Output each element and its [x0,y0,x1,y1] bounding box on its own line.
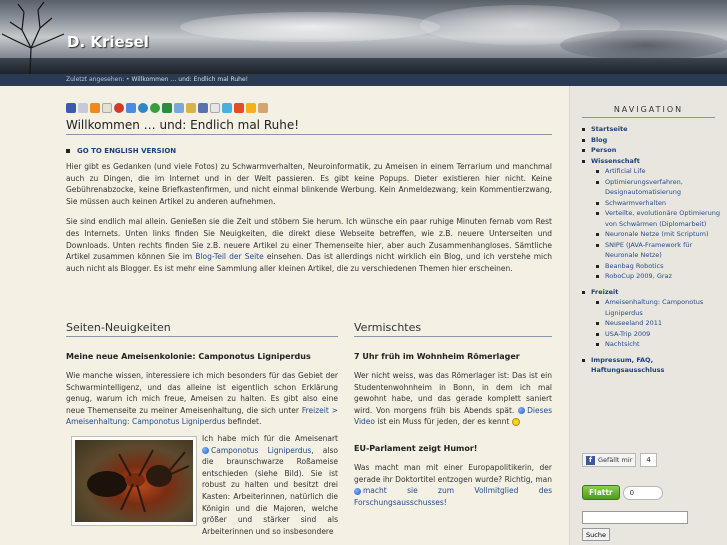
flattr-count: 0 [623,486,663,500]
post-text-part: Wer nicht weiss, was das Römerlager ist: Das ist ein Studentenwohnheim in Bonn, in dem ich mal gewohnt habe, und das gerade komplett saniert wird. Von morgens früh bis Abends spät. [354,371,552,415]
nav-item-ameisenhaltung[interactable]: Ameisenhaltung: Camponotus Ligniperdus [595,297,727,318]
nav-item-startseite[interactable]: Startseite [581,124,727,135]
share-icons-bar [66,103,552,115]
header-cloud [560,30,727,60]
nav-item-artificial-life[interactable]: Artificial Life [595,166,727,177]
blogger-icon[interactable] [90,103,100,113]
post-text [66,370,338,428]
yigg-icon[interactable] [114,103,124,113]
facebook-icon: f [586,456,595,465]
facebook-like-label: Gefällt mir [598,456,633,464]
delicious-icon[interactable] [66,103,76,113]
post-text [354,462,552,508]
technorati-icon[interactable] [138,103,148,113]
post-text-part: ist ein Muss für jeden, der es kennt [375,417,512,427]
facebook-like-button[interactable] [582,453,636,467]
nav-item-usa-trip[interactable]: USA-Trip 2009 [595,329,727,340]
nav-sublist-wissenschaft [595,166,727,282]
facebook-like-widget [582,453,657,467]
post-title[interactable]: 7 Uhr früh im Wohnheim Römerlager [354,352,520,361]
nav-item-nachtsicht[interactable]: Nachtsicht [595,339,727,350]
intro-text: einsehen. Das ist allerdings nicht wirklich ein Blog, und ich verstehe mich auch nicht als Blogger. Es ist mehr eine Sammlung aller kleinen Artikel, die zu verschiedenen Themen hier erscheinen. [66,252,552,273]
english-version-label[interactable]: GO TO ENGLISH VERSION [77,147,177,155]
header-cloud [180,12,440,42]
header-ground [0,58,727,74]
nav-item-snipe[interactable]: SNIPE (JAVA-Framework für Neuronale Netze) [595,240,727,261]
nav-item-optimierung[interactable]: Optimierungsverfahren, Designautomatisierung [595,177,727,198]
twitter-icon[interactable] [222,103,232,113]
nav-item-wissenschaft[interactable]: Wissenschaft Artificial Life Optimierungsverfahren, Designautomatisierung Schwarmverhalten Verteilte, evolutionäre Optimierung von Schwärmen (Diplomarbeit) Neuronale Netze (mit Scriptum) SNIPE (JAVA-Framework für Neuronale Netze) Beanbag Robotics RoboCup 2009, Graz [581,156,727,282]
site-header [0,0,727,74]
intro-paragraph: Hier gibt es Gedanken (und viele Fotos) zu Schwarmverhalten, Neuroinformatik, zu Ameisen in einem Terrarium und manchmal auch zu Dingen, die im Internet und in der Welt passieren. Es gibt keine Popups. Dieter existieren hier nicht. Keine Gebührenabzocke, keine Briefkastenfirmen, und nicht einmal blinkende Werbung. Kein Anmeldezwang, kein Kommentierzwang, Sie müssen auch keinen Artikel zu anderen aufnehmen. [66,162,552,206]
digg-icon[interactable] [78,103,88,113]
print-icon[interactable] [210,103,220,113]
post-text-part: Wie manche wissen, interessiere ich mich besonders für das Gebiet der Schwarmintelligenz, und das alleine ist eigentlich schon Erklärung genug, warum ich mich freue, Ameisen zu halten. Es gibt also eine neue Themenseite zu meiner Ameisenhaltung, die sich unter [66,371,338,415]
misc-title: Vermischtes [354,321,552,337]
nav-sublist-freizeit [595,297,727,350]
tree-silhouette-icon [0,0,70,74]
facebook-like-count: 4 [640,453,656,467]
nav-item-person[interactable]: Person [581,145,727,156]
google-plus-icon[interactable] [234,103,244,113]
navigation-title: NAVIGATION [582,105,715,118]
intro-paragraph-2 [66,216,552,274]
nav-item-robocup[interactable]: RoboCup 2009, Graz [595,271,727,282]
nav-item-neuseeland[interactable]: Neuseeland 2011 [595,318,727,329]
wikipedia-globe-icon [518,407,525,414]
mister-wong-icon[interactable] [102,103,112,113]
last-viewed-bar [0,74,727,86]
nav-item-verteilte-optimierung[interactable]: Verteilte, evolutionäre Optimierung von Schwärmen (Diplomarbeit) [595,208,727,229]
post-title[interactable]: Meine neue Ameisenkolonie: Camponotus Ligniperdus [66,352,311,361]
bullet-icon [66,149,70,153]
navigation-list [581,124,727,376]
page-title: Willkommen … und: Endlich mal Ruhe! [66,118,552,135]
nav-item-blog[interactable]: Blog [581,135,727,146]
parliament-link[interactable]: macht sie zum Vollmitglied des Forschungsausschusses! [354,486,552,507]
post-text-part: befindet. [225,417,262,427]
post-title[interactable]: EU-Parlament zeigt Humor! [354,443,478,453]
favorites-icon[interactable] [258,103,268,113]
reddit-icon[interactable] [174,103,184,113]
nav-item-schwarmverhalten[interactable]: Schwarmverhalten [595,198,727,209]
linkarena-icon[interactable] [186,103,196,113]
intro-text: Sie sind endlich mal allein. Genießen sie die Zeit und stöbern Sie herum. Ich wünsche ein paar ruhige Minuten fernab vom Rest des Internets. Unten links finden Sie Neuigkeiten, die direkt diese Webseite betreffen, wie z.B. neuere Unterseiten und Downloads. Unten rechts finden Sie z.B. neuere Artikel zu einer Themenseite hier, aber auch Zusammenhangloses. Sämtliche Artikel zusammen können Sie im [66,217,552,262]
nav-item-neuronale-netze[interactable]: Neuronale Netze (mit Scriptum) [595,229,727,240]
site-title[interactable]: D. Kriesel [67,33,149,51]
last-viewed-prefix: Zuletzt angesehen: • [66,76,130,83]
site-news-column [66,321,338,537]
search-button[interactable]: Suche [582,528,610,541]
ant-page-link[interactable]: Freizeit > Ameisenhaltung: Camponotus Ligniperdus [66,405,338,427]
main-content [66,98,552,536]
stumbleupon-icon[interactable] [150,103,160,113]
site-news-title: Seiten-Neuigkeiten [66,321,338,337]
smiley-icon [512,418,520,426]
post-text [354,370,552,428]
ant-photo[interactable] [72,437,196,525]
search-input[interactable] [582,511,688,524]
wikipedia-globe-icon [202,447,209,454]
ant-icon [75,440,193,522]
nav-item-beanbag[interactable]: Beanbag Robotics [595,261,727,272]
float-text-part: Ich habe mich für die Ameisenart [202,433,338,443]
misc-column [354,321,552,508]
species-link[interactable]: Camponotus Ligniperdus [211,445,312,455]
post-text-part: Was macht man mit einer Europapolitikerin, der gerade ihr Doktortitel entzogen wurde? Richtig, man [354,462,552,484]
last-viewed-link[interactable]: Willkommen … und: Endlich mal Ruhe! [131,76,249,83]
google-icon[interactable] [126,103,136,113]
float-text-part: , also die braunschwarze Roßameise entschieden (siehe Bild). Sie ist robust zu halten und besitzt drei Kasten: Arbeiterinnen, natürlich die Königin und die Majoren, welche größer und stärker sind als Arbeiterinnen und so insbesondere [202,445,338,536]
video-link[interactable]: Dieses Video [354,405,552,427]
nav-item-freizeit[interactable]: Freizeit Ameisenhaltung: Camponotus Ligniperdus Neuseeland 2011 USA-Trip 2009 Nachtsicht [581,287,727,350]
post-float-text [202,433,338,537]
wikipedia-globe-icon [354,488,361,495]
flattr-button[interactable]: Flattr [582,485,620,500]
nav-item-impressum[interactable]: Impressum, FAQ, Haftungsausschluss [581,355,727,376]
sidebar [569,86,727,545]
blog-part-link[interactable]: Blog-Teil der Seite [195,252,264,262]
webnews-icon[interactable] [162,103,172,113]
flattr-widget [582,485,663,500]
english-version-link[interactable] [66,147,552,155]
email-icon[interactable] [246,103,256,113]
myspace-icon[interactable] [198,103,208,113]
post-float-block [66,433,338,537]
